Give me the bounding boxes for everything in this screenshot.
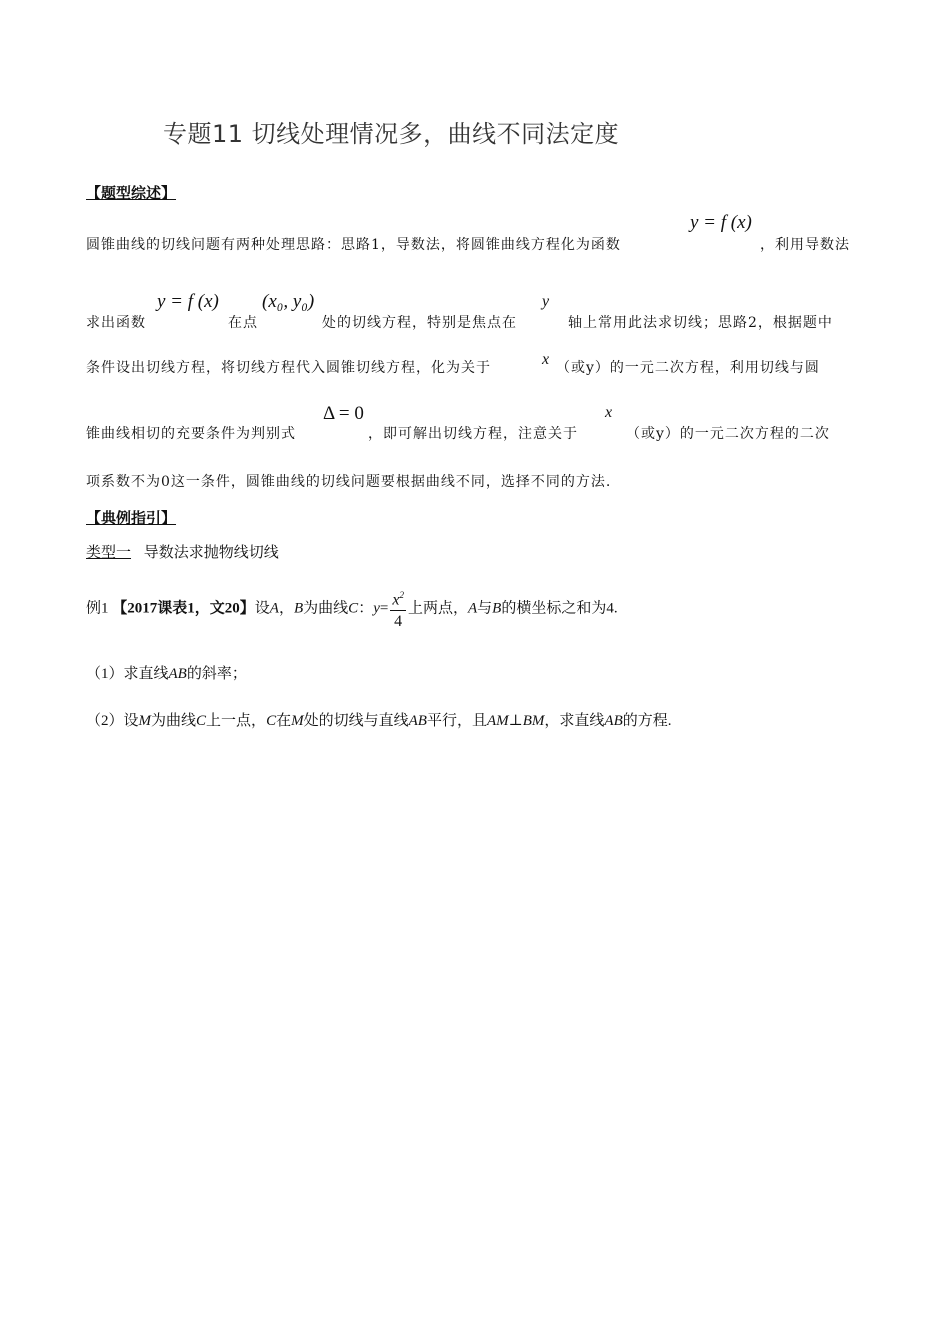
point-m: M [291,713,304,729]
fraction-numerator: x [392,591,400,609]
fraction-x2-over-4 [390,585,406,633]
overview-line-3a: 条件设出切线方程，将切线方程代入圆锥切线方程，化为关于 [86,360,491,376]
example-1-text: 为曲线 [303,600,349,617]
overview-line-4c: （或y）的一元二次方程的二次 [626,426,830,442]
perpendicular-symbol: ⊥ [508,713,523,729]
question-1-text: 的斜率； [186,666,247,682]
fraction-exponent: 2 [399,590,404,600]
overview-line-2b: 在点 [228,315,258,331]
example-1-text: ， [278,600,294,617]
example-1-source: 【2017课表1，文20】 [112,600,255,617]
point-m: M [138,713,152,729]
example-1 [86,585,618,633]
equals-sign: = [379,600,389,617]
point-b: B [293,600,304,617]
fraction-denominator: 4 [394,613,403,631]
question-2-text: 上一点， [206,713,267,729]
question-2-text: 平行，且 [426,713,487,729]
line-ab: AB [408,713,427,729]
overview-line-1: 圆锥曲线的切线问题有两种处理思路：思路1，导数法，将圆锥曲线方程化为函数 [86,237,621,253]
segment-am: AM [486,713,509,729]
overview-line-4b: ，即可解出切线方程，注意关于 [368,426,578,442]
question-2-text: 在 [276,713,292,729]
point-a: A [467,600,478,617]
overview-line-2d: 轴上常用此法求切线；思路2，根据题中 [568,315,833,331]
type-one-heading [86,541,279,562]
question-1-text: （1）求直线 [86,666,169,682]
overview-math-function: y = f (x) [690,212,752,233]
example-1-text: ： [358,600,374,617]
overview-math-delta: Δ = 0 [323,403,364,424]
overview-line-2c: 处的切线方程，特别是焦点在 [322,315,517,331]
overview-line-3b: （或y）的一元二次方程，利用切线与圆 [556,360,820,376]
point-b: B [492,600,502,617]
overview-math-function-2: y = f (x) [157,291,219,312]
overview-heading: 【题型综述】 [86,184,177,202]
segment-bm: BM [522,713,545,729]
example-1-text: 的横坐标之和为4. [501,600,618,617]
line-ab: AB [168,666,187,682]
overview-math-y: y [542,293,550,310]
question-2-text: （2）设 [86,713,139,729]
overview-line-2a: 求出函数 [86,315,146,331]
point-a: A [269,600,279,617]
question-2 [86,709,672,730]
example-1-prefix: 例1 [86,600,109,617]
type-one-label: 类型一 [86,543,132,561]
type-one-text: 导数法求抛物线切线 [143,543,279,561]
example-1-text: 设 [254,600,270,617]
example-1-text: 与 [477,600,493,617]
example-1-text: 上两点， [407,600,468,617]
var-y: y [373,600,380,617]
overview-math-x-2: x [605,404,613,421]
overview-math-point: (x₀, y₀) [262,291,315,312]
curve-c: C [266,713,277,729]
overview-line-1-tail: ，利用导数法 [760,237,850,253]
overview-line-4a: 锥曲线相切的充要条件为判别式 [86,426,296,442]
overview-math-x: x [542,351,550,368]
question-2-text: 的方程. [622,713,672,729]
page-title: 专题11 切线处理情况多，曲线不同法定度 [163,120,620,148]
line-ab: AB [604,713,623,729]
curve-c: C [348,600,359,617]
curve-c: C [196,713,207,729]
overview-line-5: 项系数不为0这一条件，圆锥曲线的切线问题要根据曲线不同，选择不同的方法. [86,474,612,490]
question-1 [86,662,247,683]
question-2-text: 处的切线与直线 [303,713,409,729]
question-2-text: 为曲线 [151,713,197,729]
question-2-text: ，求直线 [544,713,605,729]
examples-heading: 【典例指引】 [86,509,177,527]
